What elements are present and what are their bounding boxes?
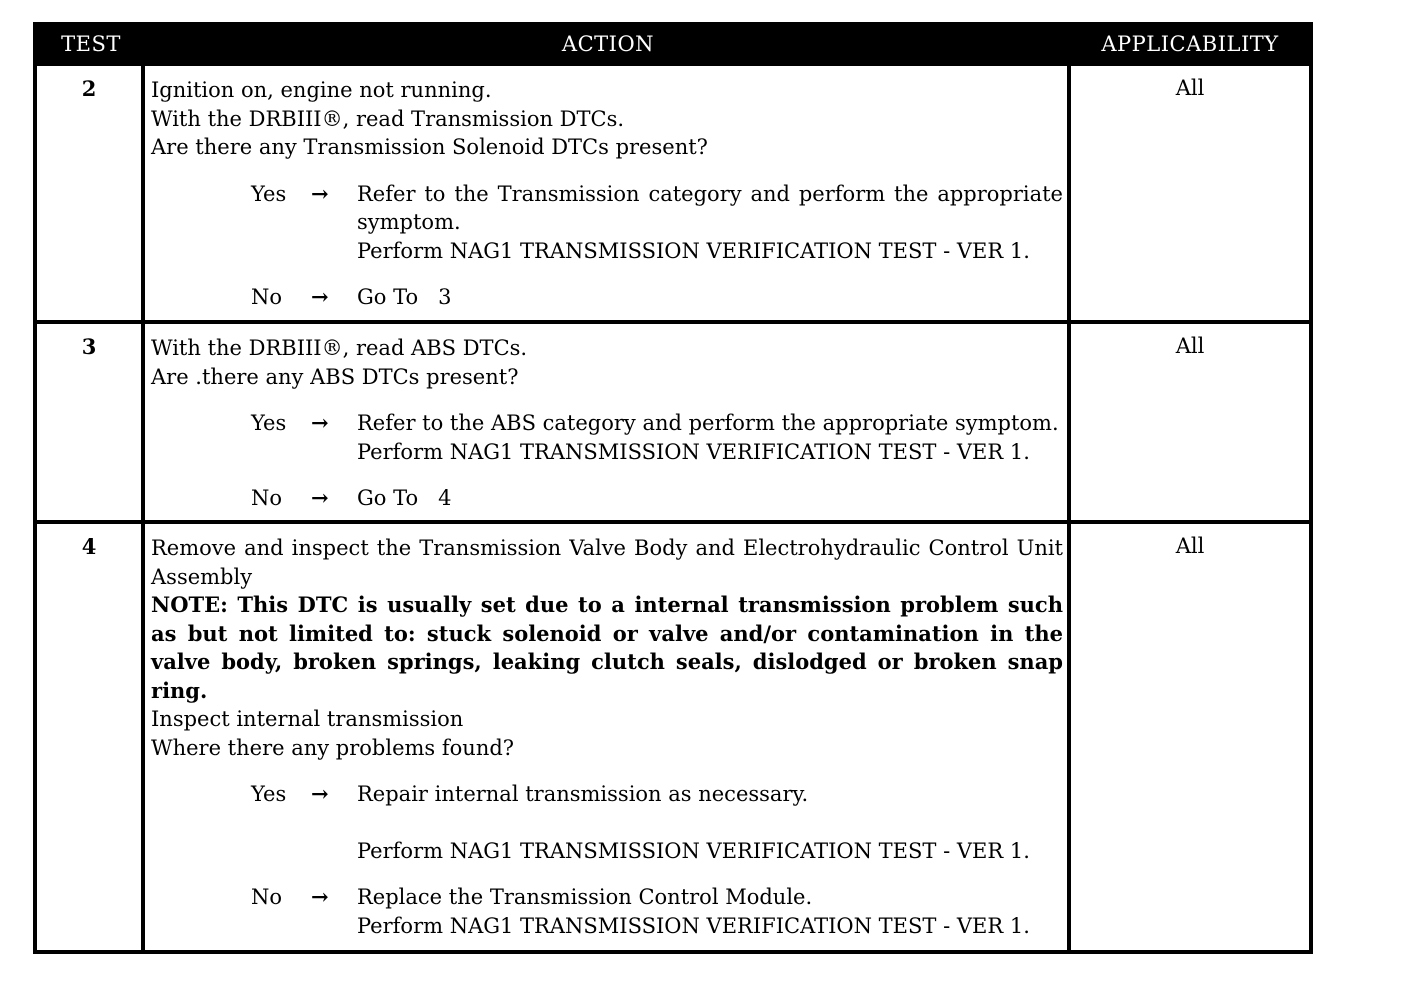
no-branch [151, 484, 1063, 513]
right-arrow-icon: → [311, 781, 329, 806]
no-result [357, 283, 1063, 312]
result-line: Replace the Transmission Control Module. [357, 885, 813, 909]
test-number: 3 [37, 324, 145, 520]
action-line: With the DRBIII®, read ABS DTCs. [151, 336, 528, 360]
no-result [357, 883, 1063, 940]
spacer [357, 809, 1063, 837]
yes-branch [151, 180, 1063, 266]
result-line: Perform NAG1 TRANSMISSION VERIFICATION TEST - VER 1. [357, 913, 1030, 938]
applicability-value: All [1175, 334, 1205, 358]
yes-label: Yes [251, 782, 287, 806]
goto-link[interactable]: Go To 4 [357, 486, 452, 510]
yes-result [357, 780, 1063, 865]
result-line: Refer to the ABS category and perform the appropriate symptom. [357, 411, 1059, 435]
table-row-test-2 [37, 62, 1309, 320]
diagnostic-table [33, 22, 1313, 954]
result-line: Perform NAG1 TRANSMISSION VERIFICATION TEST - VER 1. [357, 838, 1030, 863]
yes-branch [151, 780, 1063, 865]
table-row-test-4 [37, 520, 1309, 950]
header-applicability: APPLICABILITY [1101, 32, 1279, 56]
yes-result [357, 180, 1063, 266]
test-number: 4 [37, 524, 145, 950]
result-line: Perform NAG1 TRANSMISSION VERIFICATION TEST - VER 1. [357, 238, 1030, 263]
right-arrow-icon: → [311, 284, 329, 309]
header-test: TEST [61, 32, 121, 56]
no-label: No [251, 885, 283, 909]
right-arrow-icon: → [311, 485, 329, 510]
action-line: Remove and inspect the Transmission Valve Body and Electrohydraulic Control Unit Assembly [151, 536, 1063, 589]
no-label: No [251, 285, 283, 309]
action-line: With the DRBIII®, read Transmission DTCs. [151, 106, 625, 131]
result-line: Refer to the Transmission category and perform the appropriate symptom. [357, 181, 1063, 234]
no-branch [151, 883, 1063, 940]
right-arrow-icon: → [311, 884, 329, 909]
applicability-value: All [1175, 76, 1205, 100]
result-line: Repair internal transmission as necessary. [357, 782, 809, 806]
no-label: No [251, 486, 283, 510]
applicability-value: All [1175, 534, 1205, 558]
no-result [357, 484, 1063, 513]
action-line: Where there any problems found? [151, 735, 515, 760]
action-cell [145, 524, 1071, 950]
yes-branch [151, 409, 1063, 466]
action-line: Inspect internal transmission [151, 707, 464, 731]
yes-label: Yes [251, 181, 287, 206]
table-row-test-3 [37, 320, 1309, 520]
goto-link[interactable]: Go To 3 [357, 285, 452, 309]
note-text: NOTE: This DTC is usually set due to a internal transmission problem such as but not limited to: stuck solenoid or valve and/or contamination in the valve body, broken springs, leaking clutch seals, dislodged or broken snap ring. [151, 592, 1063, 703]
action-line: Are .there any ABS DTCs present? [151, 364, 519, 389]
table-header [37, 26, 1309, 62]
action-cell [145, 324, 1071, 520]
yes-result [357, 409, 1063, 466]
action-line: Are there any Transmission Solenoid DTCs present? [151, 135, 708, 159]
action-cell [145, 66, 1071, 320]
yes-label: Yes [251, 411, 287, 435]
result-line: Perform NAG1 TRANSMISSION VERIFICATION TEST - VER 1. [357, 439, 1030, 464]
no-branch [151, 283, 1063, 312]
test-number: 2 [37, 66, 145, 320]
right-arrow-icon: → [311, 180, 329, 206]
right-arrow-icon: → [311, 410, 329, 435]
action-line: Ignition on, engine not running. [151, 78, 492, 102]
header-action: ACTION [561, 32, 655, 56]
